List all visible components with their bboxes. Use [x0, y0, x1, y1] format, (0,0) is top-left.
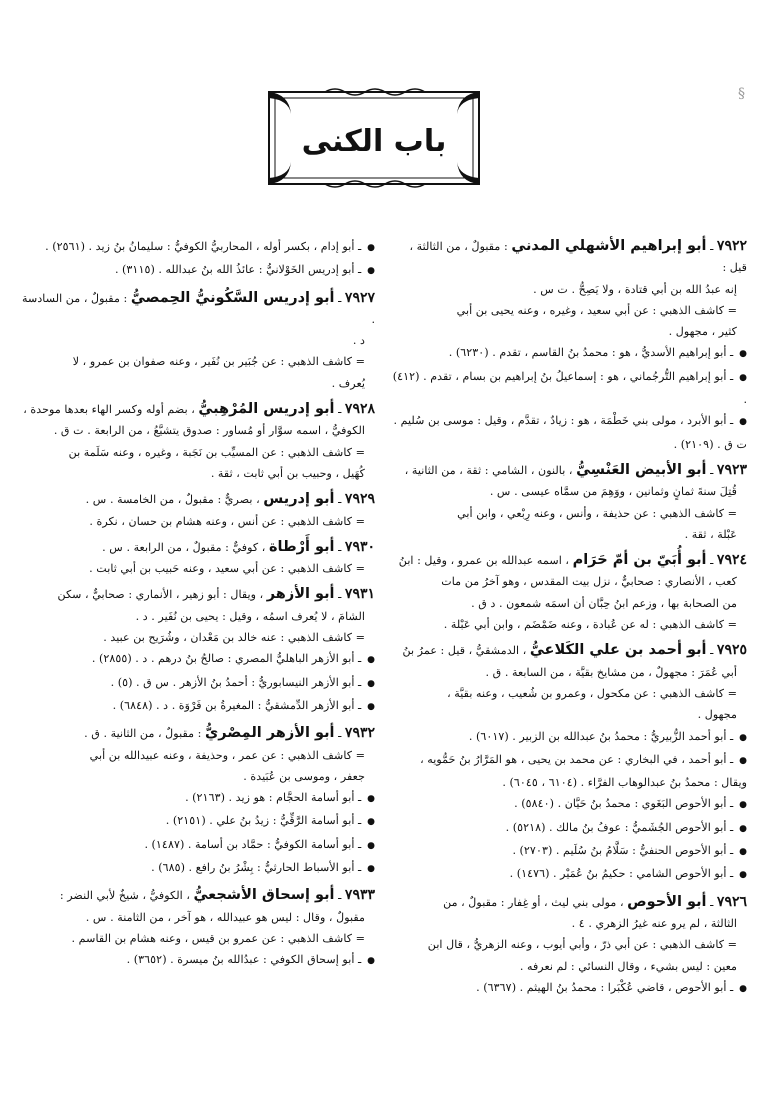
entry-name: أبو الأزهر [266, 586, 335, 603]
biography-entry [20, 885, 375, 972]
entry-text: ، الكوفيُّ ، شيخٌ لأبي النضر : [59, 889, 190, 903]
bullet-icon: ● [364, 701, 375, 712]
entry-line: = كاشف الذهبي : عن عمر ، وحذيفة ، وعنه عبيدالله بن أبي [89, 748, 365, 762]
cross-reference-text: أبو الأسباط الحارثيُّ : بِشْرُ بنُ رافع . (٦٨٥) . [151, 861, 355, 875]
entry-heading [392, 640, 747, 661]
biography-entry [392, 892, 747, 1000]
entry-text: ، مولى بني ليث ، أو غِفار : مقبولٌ ، من [443, 895, 624, 909]
entry-text: ، كوفيٌّ : مقبولٌ ، من الرابعة . س . [102, 540, 266, 554]
cross-reference: ● ـ أبو الأسباط الحارثيُّ : بِشْرُ بنُ رافع . (٦٨٥) . [151, 861, 375, 875]
bullet-icon: ● [364, 817, 375, 828]
entry-line: كثير ، مجهول . [668, 325, 737, 339]
biography-entry [20, 489, 375, 532]
entry-name: أبو الأبيض العَنْسِيُّ [576, 461, 707, 478]
cross-reference-text: أبو أسامة الرَّقِّيُّ : زيدُ بنُ علي . (٢١٥١) . [165, 814, 355, 828]
bullet-icon: ● [364, 864, 375, 875]
entry-text: : مقبولٌ ، من السادسة . [21, 291, 375, 326]
entry-name: أبو أُبَيّ بن أمّ حَرَام [572, 552, 707, 569]
bullet-icon: ● [364, 956, 375, 967]
entry-heading [20, 489, 375, 510]
chapter-title: باب الكنى [301, 124, 447, 159]
bullet-icon: ● [364, 840, 375, 851]
entry-dash: ـ [334, 727, 345, 741]
entry-heading [392, 892, 747, 913]
entry-number: ٧٩٢٤ [716, 552, 747, 569]
entry-number: ٧٩٢٢ [716, 238, 747, 254]
cross-reference: ● ـ أبو الأحوص الجُشَميُّ : عوفُ بنُ مالك . (٥٢١٨) . [505, 820, 747, 834]
entry-text: ، الدمشقيُّ ، قيل : عمرُ بنُ [402, 644, 527, 658]
entry-line: د . [352, 334, 365, 348]
biography-entry [20, 537, 375, 580]
entry-line: الثالثة ، لم يرو عنه غيرُ الزهري . ٤ . [571, 916, 737, 930]
entry-text: ، اسمه عبدالله بن عمرو ، وقيل : ابنُ [398, 554, 570, 568]
entry-dash: ـ [334, 403, 345, 417]
entry-dash: ـ [706, 240, 717, 253]
bullet-icon: ● [364, 266, 375, 277]
entry-line: عَبْلة ، ثقة . [684, 527, 737, 541]
entry-line: = كاشف الذهبي : عنه خالد بن مَعْدان ، وشُرَيح بن عبيد . [103, 631, 365, 645]
entry-line: الكوفيُّ ، اسمه سوَّار أو مُساور : صدوق يتشيَّعُ ، من الرابعة . ت ق . [53, 424, 365, 438]
entry-name: أبو أَرْطاة [268, 538, 335, 555]
cross-reference-text: أبو أحمد ، في البخاري : عن محمد بن يحيى ، هو المَرَّارُ بنُ حَمُّويه ، ويقال : محمدُ بنُ عبدالوهاب الفرَّاء . (٦١٠٤ ، ٦٠٤٥) . [420, 752, 747, 790]
entry-line: كعب ، الأنصاري : صحابيٌّ ، نزل بيت المقدس ، وهو آخرُ من مات [441, 575, 737, 589]
cross-reference: ● ـ أبو أسامة الرَّقِّيُّ : زيدُ بنُ علي . (٢١٥١) . [165, 814, 375, 828]
cross-reference-text: أبو أحمد الزُّبيريُّ : محمدُ بنُ عبدالله بن الزبير . (٦٠١٧) . [468, 729, 727, 743]
entry-number: ٧٩٣١ [344, 586, 375, 603]
cross-reference-text: أبو إسحاق الكوفي : عبدُالله بنُ ميسرة . (٣٦٥٢) . [126, 953, 355, 967]
cross-reference: ● ـ أبو الأبرد ، مولى بني خَطْمَة ، هو : زيادٌ ، تقدَّم ، وقيل : موسى بن سُليم . ت ق . (٢١٠٩) . [393, 414, 747, 451]
biography-entry [20, 236, 375, 283]
cross-reference: ● ـ أبو الأزهر الدِّمشقيُّ : المغيرةُ بن فَرْوَة . د . (٦٨٤٨) . [112, 698, 375, 712]
biography-entry [20, 288, 375, 394]
bullet-icon: ● [364, 655, 375, 666]
entry-line: يُعرف . [331, 376, 365, 390]
entry-line: = كاشف الذهبي : له عن عُبادة ، وعنه ضَمْضَم ، وابن أبي عَبْلة . [443, 618, 737, 632]
biography-entry [20, 399, 375, 484]
entry-number: ٧٩٢٣ [716, 461, 747, 478]
cross-reference: ● ـ أبو الأحوص البَغَوي : محمدُ بنُ حَيَّان . (٥٨٤٠) . [514, 797, 747, 811]
cross-reference-text: أبو الأزهر الباهليُّ المصري : صالحُ بنُ درهم . د . (٢٨٥٥) . [91, 652, 355, 666]
cross-reference: ● ـ أبو الأحوص الحنفيُّ : سَلَّامُ بنُ سُلَيم . (٢٧٠٣) . [512, 844, 747, 858]
entry-text: ، بصريٌّ : مقبولٌ ، من الخامسة . س . [85, 493, 260, 507]
entry-name: أبو إسحاق الأشجعيُّ [193, 887, 335, 904]
cross-reference-text: أبو إبراهيم الأسديُّ ، هو : محمدُ بنُ القاسم ، تقدم . (٦٢٣٠) . [448, 346, 727, 360]
entry-text: ، بالنون ، الشامي : ثقة ، من الثانية ، [404, 463, 573, 477]
entry-heading [392, 236, 747, 279]
biography-entry [392, 236, 747, 455]
cross-reference: ● ـ أبو أحمد الزُّبيريُّ : محمدُ بنُ عبدالله بن الزبير . (٦٠١٧) . [468, 729, 747, 743]
cross-reference: ● ـ أبو أسامة الكوفيُّ : حمَّاد بن أسامة . (١٤٨٧) . [144, 837, 375, 851]
cross-reference: ● ـ أبو إدام ، بكسر أوله ، المحاربيُّ الكوفيُّ : سليمانُ بنُ زيد . (٢٥٦١) . [45, 240, 375, 253]
entry-heading [20, 584, 375, 605]
entry-line: = كاشف الذهبي : عن المسيِّب بن نَجَبة ، وغيره ، وعنه سَلَمة بن [68, 445, 365, 459]
entry-line: إنه عبدُ الله بن أبي قتادة ، ولا يَصِحُّ . ت س . [533, 282, 737, 296]
cross-reference-text: أبو إدريس الخَوْلانيُّ : عائذُ الله بنُ عبدالله . (٣١١٥) . [114, 263, 355, 277]
bullet-icon: ● [736, 800, 747, 811]
entry-number: ٧٩٢٥ [716, 642, 747, 659]
entry-heading [392, 550, 747, 571]
entry-text: ، ويقال : أبو زهير ، الأنماري : صحابيٌّ ، سكن [57, 588, 264, 602]
entry-line: = كاشف الذهبي : عن مكحول ، وعمرو بن شُعيب ، وعنه بقيَّة ، [447, 686, 737, 700]
entry-heading [20, 723, 375, 744]
bullet-icon: ● [736, 983, 747, 994]
cross-reference-text: أبو إدام ، بكسر أوله ، المحاربيُّ الكوفيُّ : سليمانُ بنُ زيد . (٢٥٦١) . [45, 240, 355, 253]
cross-reference: ● ـ أبو إبراهيم الأسديُّ ، هو : محمدُ بنُ القاسم ، تقدم . (٦٢٣٠) . [448, 346, 747, 360]
cross-reference-text: أبو الأحوص الشامي : حكيمُ بنُ عُمَيْر . (١٤٧٦) . [509, 867, 727, 881]
cross-reference: ● ـ أبو الأزهر النيسابوريُّ : أحمدُ بنُ الأزهر . س ق . (٥) . [110, 675, 375, 689]
entry-name: أبو الأحوص [627, 893, 707, 910]
cross-reference-text: أبو الأبرد ، مولى بني خَطْمَة ، هو : زيادٌ ، تقدَّم ، وقيل : موسى بن سُليم . ت ق . (٢١٠٩) . [393, 414, 747, 451]
biography-entry [392, 640, 747, 886]
bullet-icon: ● [736, 823, 747, 834]
entry-text: : مقبولٌ ، من الثانية . ق . [84, 727, 202, 741]
entry-dash: ـ [706, 644, 717, 658]
entry-line: مجهول . [697, 708, 737, 722]
cross-reference-text: أبو أسامة الكوفيُّ : حمَّاد بن أسامة . (١٤٨٧) . [144, 837, 355, 851]
bullet-icon: ● [736, 847, 747, 858]
entry-line: = كاشف الذهبي : عن حذيفة ، وأنس ، وعنه رِبْعي ، وابن أبي [457, 506, 737, 520]
bullet-icon: ● [364, 243, 375, 253]
cross-reference: ● ـ أبو أحمد ، في البخاري : عن محمد بن يحيى ، هو المَرَّارُ بنُ حَمُّويه ، ويقال : محمدُ بنُ عبدالوهاب الفرَّاء . (٦١٠٤ ، ٦٠٤٥) . [420, 752, 747, 790]
entry-line: معين : ليس بشيء ، وقال النسائي : لم نعرفه . [519, 959, 737, 973]
entry-dash: ـ [334, 493, 345, 507]
bullet-icon: ● [736, 732, 747, 743]
cross-reference-text: أبو الأزهر النيسابوريُّ : أحمدُ بنُ الأزهر . س ق . (٥) . [110, 675, 355, 689]
cross-reference-text: أبو الأزهر الدِّمشقيُّ : المغيرةُ بن فَرْوَة . د . (٦٨٤٨) . [112, 698, 355, 712]
bullet-icon: ● [736, 372, 747, 383]
entry-dash: ـ [706, 463, 717, 477]
entry-name: أبو أحمد بن علي الكَلاعيُّ [529, 642, 707, 659]
entry-number: ٧٩٣٢ [344, 725, 375, 742]
entry-number: ٧٩٣٠ [344, 538, 375, 555]
cross-reference: ● ـ أبو إدريس الخَوْلانيُّ : عائذُ الله بنُ عبدالله . (٣١١٥) . [114, 263, 375, 277]
entry-line: = كاشف الذهبي : عن عمرو بن قيس ، وعنه هشام بن القاسم . [71, 931, 365, 945]
entry-dash: ـ [334, 588, 345, 602]
cross-reference-text: أبو الأحوص ، قاضي عُكْبَرا : محمدُ بنُ الهيثم . (٦٣٦٧) . [476, 980, 727, 994]
entry-name: أبو إدريس السَّكُونيُّ الحِمصيُّ [130, 289, 335, 306]
entry-dash: ـ [334, 540, 345, 554]
cross-reference-text: أبو أسامة الحجَّام : هو زيد . (٢١٦٣) . [185, 791, 355, 805]
bullet-icon: ● [736, 755, 747, 766]
margin-mark: § [738, 86, 745, 102]
entry-text: : مقبولٌ ، من الثالثة ، قيل : [409, 240, 747, 275]
entry-line: من الصحابة بها ، وزعم ابنُ حِبَّان أن اسمَه شمعون . د ق . [471, 596, 737, 610]
entry-number: ٧٩٢٦ [716, 893, 747, 910]
entry-line: = كاشف الذهبي : عن أبي سعيد ، وغيره ، وعنه يحيى بن أبي [456, 303, 737, 317]
left-column [20, 236, 375, 978]
cross-reference: ● ـ أبو الأحوص ، قاضي عُكْبَرا : محمدُ بنُ الهيثم . (٦٣٦٧) . [476, 980, 747, 994]
entry-name: أبو إبراهيم الأشهلي المدني [511, 238, 707, 254]
entry-line: = كاشف الذهبي : عن أنس ، وعنه هشام بن حسان ، نكرة . [89, 514, 365, 528]
cross-reference: ● ـ أبو إبراهيم التُّرجُماني ، هو : إسماعيلُ بنُ إبراهيم بن بسام ، تقدم . (٤١٢) . [392, 369, 747, 407]
entry-dash: ـ [334, 291, 345, 305]
entry-line: = كاشف الذهبي : عن أبي سعيد ، وعنه حَبيب بن أبي ثابت . [89, 562, 365, 576]
entry-line: قُتِلَ سنةَ ثمانٍ وثمانين ، ووَهِمَ من سمَّاه عيسى . س . [489, 485, 737, 499]
cross-reference: ● ـ أبو إسحاق الكوفي : عبدُالله بنُ ميسرة . (٣٦٥٢) . [126, 953, 375, 967]
right-column [392, 236, 747, 1005]
entry-dash: ـ [706, 554, 717, 568]
entry-heading [392, 460, 747, 481]
bullet-icon: ● [736, 870, 747, 881]
bullet-icon: ● [364, 678, 375, 689]
cross-reference: ● ـ أبو أسامة الحجَّام : هو زيد . (٢١٦٣) . [185, 791, 375, 805]
entry-name: أبو الأزهر المِصْريُّ [205, 725, 335, 742]
entry-name: أبو إدريس المُرْهِبيُّ [198, 401, 335, 418]
chapter-title-frame [265, 88, 483, 188]
entry-line: أبي عُمَرَ : مجهولٌ ، من مشايخ بقيَّة ، من السابعة . ق . [485, 665, 737, 679]
cross-reference-text: أبو إبراهيم التُّرجُماني ، هو : إسماعيلُ بنُ إبراهيم بن بسام ، تقدم . (٤١٢) . [392, 369, 747, 407]
biography-entry [20, 584, 375, 718]
entry-number: ٧٩٢٩ [344, 491, 375, 508]
entry-dash: ـ [706, 895, 717, 909]
entry-heading [20, 288, 375, 331]
entry-heading [20, 399, 375, 420]
cross-reference: ● ـ أبو الأزهر الباهليُّ المصري : صالحُ بنُ درهم . د . (٢٨٥٥) . [91, 652, 375, 666]
cross-reference: ● ـ أبو الأحوص الشامي : حكيمُ بنُ عُمَيْر . (١٤٧٦) . [509, 867, 747, 881]
entry-text: ، بضم أوله وكسر الهاء بعدها موحدة ، [23, 403, 195, 417]
entry-line: كُهَيل ، وحبيب بن أبي ثابت ، ثقة . [210, 466, 365, 480]
entry-line: جعفر ، وموسى بن عُبَيدة . [243, 769, 365, 783]
entry-line: الشامَ ، لا يُعرف اسمُه ، وقيل : يحيى بن نُفَير . د . [135, 609, 365, 623]
biography-entry [20, 723, 375, 880]
entry-line: = كاشف الذهبي : عن جُبَير بن نُفَير ، وعنه صفوان بن عمرو ، لا [72, 355, 365, 369]
entry-heading [20, 885, 375, 906]
bullet-icon: ● [364, 794, 375, 805]
biography-entry [392, 460, 747, 545]
entry-dash: ـ [334, 889, 345, 903]
biography-entry [392, 550, 747, 635]
bullet-icon: ● [736, 417, 747, 428]
bullet-icon: ● [736, 349, 747, 360]
entry-line: = كاشف الذهبي : عن أبي ذرّ ، وأبي أيوب ، وعنه الزهريُّ ، قال ابن [427, 938, 737, 952]
entry-number: ٧٩٣٣ [344, 887, 375, 904]
entry-heading [20, 537, 375, 558]
cross-reference-text: أبو الأحوص البَغَوي : محمدُ بنُ حَيَّان . (٥٨٤٠) . [514, 797, 727, 811]
entry-number: ٧٩٢٧ [344, 289, 375, 306]
entry-number: ٧٩٢٨ [344, 401, 375, 418]
cross-reference-text: أبو الأحوص الجُشَميُّ : عوفُ بنُ مالك . (٥٢١٨) . [505, 820, 727, 834]
entry-line: مقبولٌ ، وقال : ليس هو عبيدالله ، هو آخر ، من الثامنة . س . [85, 910, 365, 924]
cross-reference-text: أبو الأحوص الحنفيُّ : سَلَّامُ بنُ سُلَيم . (٢٧٠٣) . [512, 844, 727, 858]
entry-name: أبو إدريس [263, 491, 335, 508]
